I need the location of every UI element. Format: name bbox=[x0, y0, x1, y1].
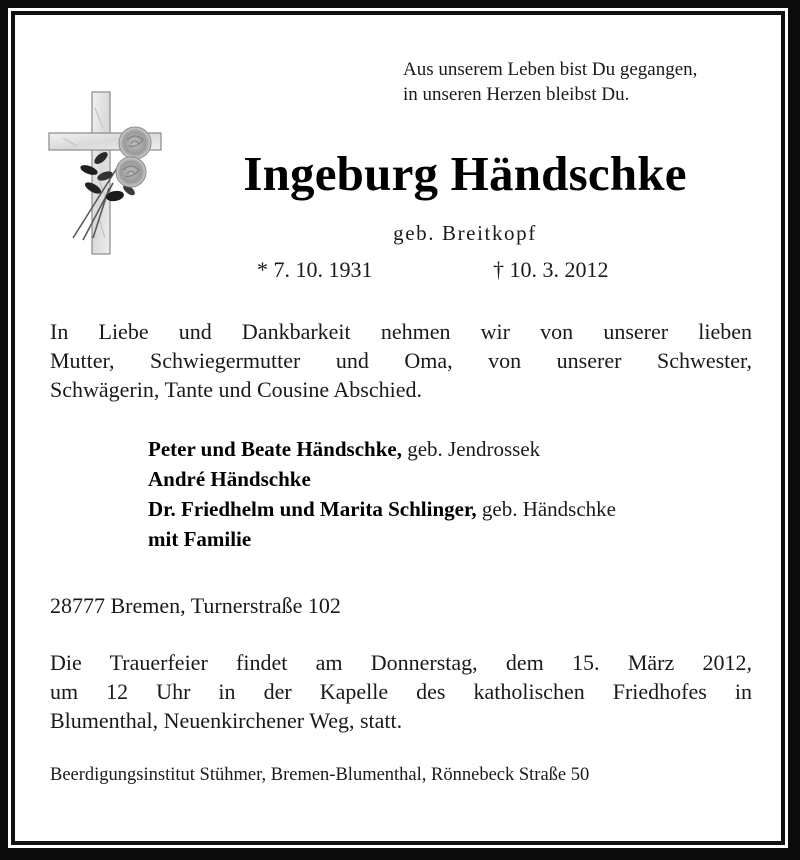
paragraph-line: In Liebe und Dankbarkeit nehmen wir von unserer lieben bbox=[50, 319, 752, 344]
paragraph-line: Blumenthal, Neuenkirchener Weg, statt. bbox=[50, 708, 403, 733]
funeral-details bbox=[50, 648, 752, 735]
paragraph-line: um 12 Uhr in der Kapelle des katholischen Friedhofes in bbox=[50, 679, 752, 704]
motto bbox=[403, 57, 697, 107]
motto-line: Aus unserem Leben bist Du gegangen, bbox=[403, 59, 698, 80]
mourner-row bbox=[148, 434, 616, 464]
mourner-row bbox=[148, 524, 616, 554]
mourner-name: André Händschke bbox=[148, 467, 311, 491]
maiden-name: geb. Breitkopf bbox=[393, 221, 537, 245]
mourner-note: geb. Jendrossek bbox=[401, 437, 541, 461]
paragraph-line: Schwägerin, Tante und Cousine Abschied. bbox=[50, 377, 422, 402]
family-address: 28777 Bremen, Turnerstraße 102 bbox=[50, 593, 341, 618]
mourner-name: Peter und Beate Händschke, bbox=[148, 437, 402, 461]
mourner-name: Dr. Friedhelm und Marita Schlinger, bbox=[148, 497, 477, 521]
mourners-list bbox=[148, 434, 616, 554]
obituary-notice bbox=[15, 15, 781, 841]
farewell-paragraph bbox=[50, 317, 752, 404]
mourner-note: geb. Händschke bbox=[476, 497, 616, 521]
paragraph-line: Die Trauerfeier findet am Donnerstag, dem 15. März 2012, bbox=[50, 650, 752, 675]
paragraph-line: Mutter, Schwiegermutter und Oma, von unserer Schwester, bbox=[50, 348, 752, 373]
birth-date: * 7. 10. 1931 bbox=[257, 257, 373, 282]
deceased-name: Ingeburg Händschke bbox=[243, 146, 687, 201]
mourner-row bbox=[148, 494, 616, 524]
undertaker-info: Beerdigungsinstitut Stühmer, Bremen-Blumenthal, Rönnebeck Straße 50 bbox=[50, 765, 590, 785]
cross-with-roses-icon bbox=[43, 88, 175, 256]
motto-line: in unseren Herzen bleibst Du. bbox=[403, 84, 630, 105]
death-date: † 10. 3. 2012 bbox=[493, 257, 609, 282]
mourner-row bbox=[148, 464, 616, 494]
mourner-name: mit Familie bbox=[148, 527, 252, 551]
